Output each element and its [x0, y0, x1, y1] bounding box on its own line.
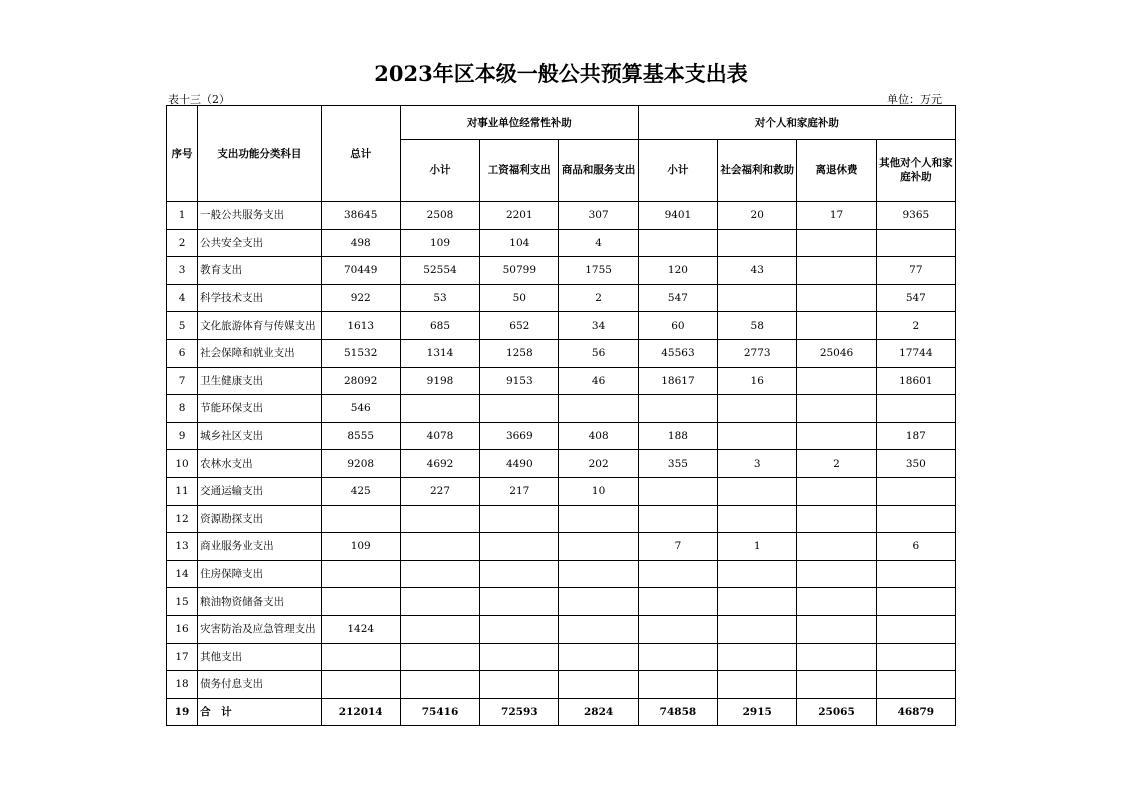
- cell-g2-welfare: [718, 477, 797, 505]
- cell-seq: 2: [167, 229, 198, 257]
- cell-g2-other: [876, 615, 955, 643]
- cell-g1-subtotal: 109: [400, 229, 479, 257]
- cell-item: 交通运输支出: [198, 477, 321, 505]
- cell-g1-subtotal: 685: [400, 312, 479, 340]
- cell-seq: 10: [167, 450, 198, 478]
- cell-total: 546: [321, 395, 400, 423]
- cell-seq: 14: [167, 560, 198, 588]
- cell-g2-other: 350: [876, 450, 955, 478]
- cell-g2-subtotal: 7: [638, 533, 717, 561]
- cell-g2-welfare: 43: [718, 257, 797, 285]
- cell-g2-retire: [797, 367, 876, 395]
- cell-g2-other: 18601: [876, 367, 955, 395]
- cell-g2-other: 17744: [876, 339, 955, 367]
- cell-g1-goods: 2: [559, 284, 638, 312]
- cell-g1-goods: [559, 560, 638, 588]
- cell-g1-subtotal: 9198: [400, 367, 479, 395]
- cell-item: 城乡社区支出: [198, 422, 321, 450]
- cell-g1-wage: 1258: [480, 339, 559, 367]
- cell-g2-other: 547: [876, 284, 955, 312]
- cell-g1-subtotal: 2508: [400, 202, 479, 230]
- cell-g2-retire: [797, 284, 876, 312]
- cell-item: 卫生健康支出: [198, 367, 321, 395]
- table-row: [167, 588, 956, 616]
- cell-g2-retire: [797, 312, 876, 340]
- cell-g2-retire: [797, 477, 876, 505]
- cell-seq: 18: [167, 671, 198, 699]
- table-body: [167, 202, 956, 726]
- cell-g2-retire: [797, 615, 876, 643]
- table-row: [167, 312, 956, 340]
- header-g1-goods: 商品和服务支出: [559, 140, 638, 202]
- header-g1-wage: 工资福利支出: [480, 140, 559, 202]
- cell-g2-other: 9365: [876, 202, 955, 230]
- cell-g2-subtotal: [638, 395, 717, 423]
- cell-item: 文化旅游体育与传媒支出: [198, 312, 321, 340]
- cell-total: 212014: [321, 698, 400, 726]
- cell-g2-subtotal: 60: [638, 312, 717, 340]
- table-row: [167, 477, 956, 505]
- cell-g1-wage: 2201: [480, 202, 559, 230]
- cell-g1-subtotal: [400, 533, 479, 561]
- cell-seq: 1: [167, 202, 198, 230]
- cell-item: 公共安全支出: [198, 229, 321, 257]
- table-row: [167, 615, 956, 643]
- header-g1-subtotal: 小计: [400, 140, 479, 202]
- cell-g2-welfare: [718, 560, 797, 588]
- cell-g1-goods: 56: [559, 339, 638, 367]
- cell-g2-subtotal: [638, 588, 717, 616]
- cell-item: 社会保障和就业支出: [198, 339, 321, 367]
- header-g2-retire: 离退休费: [797, 140, 876, 202]
- cell-g2-subtotal: 74858: [638, 698, 717, 726]
- table-row: [167, 229, 956, 257]
- cell-total: 28092: [321, 367, 400, 395]
- cell-g2-retire: [797, 643, 876, 671]
- cell-g2-welfare: [718, 229, 797, 257]
- cell-seq: 19: [167, 698, 198, 726]
- cell-total: 8555: [321, 422, 400, 450]
- cell-g1-subtotal: [400, 505, 479, 533]
- cell-g2-welfare: 3: [718, 450, 797, 478]
- cell-total: [321, 588, 400, 616]
- cell-g2-retire: [797, 422, 876, 450]
- cell-g2-retire: [797, 505, 876, 533]
- cell-seq: 4: [167, 284, 198, 312]
- cell-item: 科学技术支出: [198, 284, 321, 312]
- header-group-personal-subsidy: 对个人和家庭补助: [638, 106, 955, 140]
- table-row: [167, 395, 956, 423]
- cell-g1-subtotal: [400, 643, 479, 671]
- cell-total: 70449: [321, 257, 400, 285]
- cell-g1-wage: 104: [480, 229, 559, 257]
- cell-g2-subtotal: [638, 671, 717, 699]
- cell-g2-welfare: [718, 615, 797, 643]
- cell-g1-subtotal: 4078: [400, 422, 479, 450]
- cell-g2-subtotal: 355: [638, 450, 717, 478]
- cell-item: 合 计: [198, 698, 321, 726]
- cell-g1-goods: 4: [559, 229, 638, 257]
- cell-total: 922: [321, 284, 400, 312]
- cell-g2-welfare: 2773: [718, 339, 797, 367]
- cell-g2-subtotal: [638, 643, 717, 671]
- cell-g2-other: [876, 643, 955, 671]
- cell-g2-retire: 25046: [797, 339, 876, 367]
- cell-g2-retire: [797, 588, 876, 616]
- cell-g2-other: [876, 505, 955, 533]
- cell-g1-goods: 202: [559, 450, 638, 478]
- cell-g2-welfare: [718, 643, 797, 671]
- budget-table: [166, 105, 956, 726]
- cell-g2-subtotal: [638, 560, 717, 588]
- cell-g1-wage: 50799: [480, 257, 559, 285]
- total-row: [167, 698, 956, 726]
- table-row: [167, 671, 956, 699]
- cell-g1-wage: [480, 533, 559, 561]
- cell-total: 38645: [321, 202, 400, 230]
- cell-g1-subtotal: 52554: [400, 257, 479, 285]
- unit-label: 单位：万元: [887, 93, 942, 106]
- table-row: [167, 257, 956, 285]
- table-row: [167, 533, 956, 561]
- cell-total: 1424: [321, 615, 400, 643]
- cell-g2-welfare: [718, 588, 797, 616]
- cell-item: 其他支出: [198, 643, 321, 671]
- table-row: [167, 202, 956, 230]
- cell-g1-wage: [480, 588, 559, 616]
- table-row: [167, 643, 956, 671]
- cell-g2-other: 6: [876, 533, 955, 561]
- cell-g1-wage: [480, 643, 559, 671]
- cell-g2-other: [876, 477, 955, 505]
- cell-g2-welfare: [718, 505, 797, 533]
- cell-seq: 15: [167, 588, 198, 616]
- cell-item: 节能环保支出: [198, 395, 321, 423]
- cell-g2-other: 2: [876, 312, 955, 340]
- cell-item: 一般公共服务支出: [198, 202, 321, 230]
- cell-item: 农林水支出: [198, 450, 321, 478]
- header-total: 总计: [321, 106, 400, 202]
- cell-total: [321, 671, 400, 699]
- cell-g2-subtotal: [638, 505, 717, 533]
- cell-total: [321, 560, 400, 588]
- cell-g1-subtotal: 75416: [400, 698, 479, 726]
- cell-item: 灾害防治及应急管理支出: [198, 615, 321, 643]
- cell-g2-retire: [797, 533, 876, 561]
- cell-g1-goods: 10: [559, 477, 638, 505]
- cell-g1-wage: [480, 671, 559, 699]
- cell-seq: 7: [167, 367, 198, 395]
- header-seq: 序号: [167, 106, 198, 202]
- page-title: 2023年区本级一般公共预算基本支出表: [374, 61, 748, 86]
- cell-seq: 11: [167, 477, 198, 505]
- cell-g1-wage: 652: [480, 312, 559, 340]
- cell-g2-subtotal: 547: [638, 284, 717, 312]
- cell-seq: 13: [167, 533, 198, 561]
- cell-seq: 16: [167, 615, 198, 643]
- cell-g1-subtotal: 227: [400, 477, 479, 505]
- cell-seq: 8: [167, 395, 198, 423]
- cell-g2-welfare: [718, 395, 797, 423]
- header-g2-welfare: 社会福利和救助: [718, 140, 797, 202]
- cell-g1-goods: 46: [559, 367, 638, 395]
- cell-total: 1613: [321, 312, 400, 340]
- table-row: [167, 367, 956, 395]
- cell-g2-subtotal: 120: [638, 257, 717, 285]
- cell-seq: 5: [167, 312, 198, 340]
- cell-g1-goods: [559, 643, 638, 671]
- cell-g2-other: 187: [876, 422, 955, 450]
- table-header: [167, 106, 956, 202]
- header-group-institution-subsidy: 对事业单位经常性补助: [400, 106, 638, 140]
- cell-g1-subtotal: 1314: [400, 339, 479, 367]
- cell-g2-other: [876, 395, 955, 423]
- cell-g1-wage: 72593: [480, 698, 559, 726]
- table-row: [167, 505, 956, 533]
- cell-g2-welfare: 2915: [718, 698, 797, 726]
- cell-g2-welfare: 58: [718, 312, 797, 340]
- cell-total: 498: [321, 229, 400, 257]
- cell-g2-subtotal: [638, 477, 717, 505]
- cell-g1-wage: 4490: [480, 450, 559, 478]
- table-row: [167, 450, 956, 478]
- cell-seq: 12: [167, 505, 198, 533]
- table-number: 表十三（2）: [168, 93, 230, 106]
- cell-g2-welfare: 20: [718, 202, 797, 230]
- cell-total: [321, 643, 400, 671]
- table-row: [167, 339, 956, 367]
- cell-g2-retire: 17: [797, 202, 876, 230]
- cell-g1-goods: [559, 615, 638, 643]
- cell-total: 109: [321, 533, 400, 561]
- cell-g2-subtotal: 9401: [638, 202, 717, 230]
- cell-g1-wage: 9153: [480, 367, 559, 395]
- cell-g1-wage: 50: [480, 284, 559, 312]
- cell-g1-goods: 307: [559, 202, 638, 230]
- cell-g2-retire: [797, 395, 876, 423]
- cell-item: 商业服务业支出: [198, 533, 321, 561]
- cell-seq: 3: [167, 257, 198, 285]
- cell-item: 住房保障支出: [198, 560, 321, 588]
- cell-g1-wage: [480, 615, 559, 643]
- cell-total: 425: [321, 477, 400, 505]
- cell-g2-retire: [797, 671, 876, 699]
- cell-g2-subtotal: 18617: [638, 367, 717, 395]
- cell-g1-wage: [480, 505, 559, 533]
- cell-total: [321, 505, 400, 533]
- cell-total: 9208: [321, 450, 400, 478]
- cell-total: 51532: [321, 339, 400, 367]
- cell-g2-retire: 25065: [797, 698, 876, 726]
- cell-g2-subtotal: 188: [638, 422, 717, 450]
- cell-g2-welfare: [718, 671, 797, 699]
- cell-item: 资源勘探支出: [198, 505, 321, 533]
- cell-g2-welfare: 1: [718, 533, 797, 561]
- cell-g1-subtotal: 53: [400, 284, 479, 312]
- cell-g1-goods: [559, 671, 638, 699]
- cell-g2-welfare: [718, 284, 797, 312]
- table-row: [167, 284, 956, 312]
- cell-g2-subtotal: [638, 615, 717, 643]
- header-g2-other: 其他对个人和家庭补助: [876, 140, 955, 202]
- table-row: [167, 422, 956, 450]
- cell-seq: 9: [167, 422, 198, 450]
- cell-g2-welfare: 16: [718, 367, 797, 395]
- cell-g2-other: [876, 588, 955, 616]
- cell-g1-goods: [559, 395, 638, 423]
- cell-g1-subtotal: 4692: [400, 450, 479, 478]
- cell-g1-subtotal: [400, 615, 479, 643]
- cell-g1-wage: [480, 560, 559, 588]
- cell-seq: 6: [167, 339, 198, 367]
- cell-g1-goods: 1755: [559, 257, 638, 285]
- header-g2-subtotal: 小计: [638, 140, 717, 202]
- cell-g1-goods: 34: [559, 312, 638, 340]
- cell-g1-subtotal: [400, 588, 479, 616]
- cell-g1-goods: [559, 588, 638, 616]
- cell-g1-subtotal: [400, 671, 479, 699]
- header-item: 支出功能分类科目: [198, 106, 321, 202]
- cell-g1-goods: [559, 533, 638, 561]
- cell-g2-other: 46879: [876, 698, 955, 726]
- cell-g2-retire: 2: [797, 450, 876, 478]
- cell-g1-goods: [559, 505, 638, 533]
- cell-g2-welfare: [718, 422, 797, 450]
- cell-g1-wage: 3669: [480, 422, 559, 450]
- cell-g2-subtotal: 45563: [638, 339, 717, 367]
- cell-g1-goods: 408: [559, 422, 638, 450]
- cell-g2-other: 77: [876, 257, 955, 285]
- cell-g2-other: [876, 229, 955, 257]
- cell-item: 教育支出: [198, 257, 321, 285]
- cell-g2-retire: [797, 229, 876, 257]
- cell-g1-wage: 217: [480, 477, 559, 505]
- cell-seq: 17: [167, 643, 198, 671]
- cell-g1-subtotal: [400, 395, 479, 423]
- cell-g1-goods: 2824: [559, 698, 638, 726]
- cell-item: 粮油物资储备支出: [198, 588, 321, 616]
- cell-g2-other: [876, 560, 955, 588]
- table-row: [167, 560, 956, 588]
- cell-g2-other: [876, 671, 955, 699]
- cell-g2-retire: [797, 257, 876, 285]
- cell-g2-subtotal: [638, 229, 717, 257]
- cell-g2-retire: [797, 560, 876, 588]
- cell-item: 债务付息支出: [198, 671, 321, 699]
- cell-g1-subtotal: [400, 560, 479, 588]
- cell-g1-wage: [480, 395, 559, 423]
